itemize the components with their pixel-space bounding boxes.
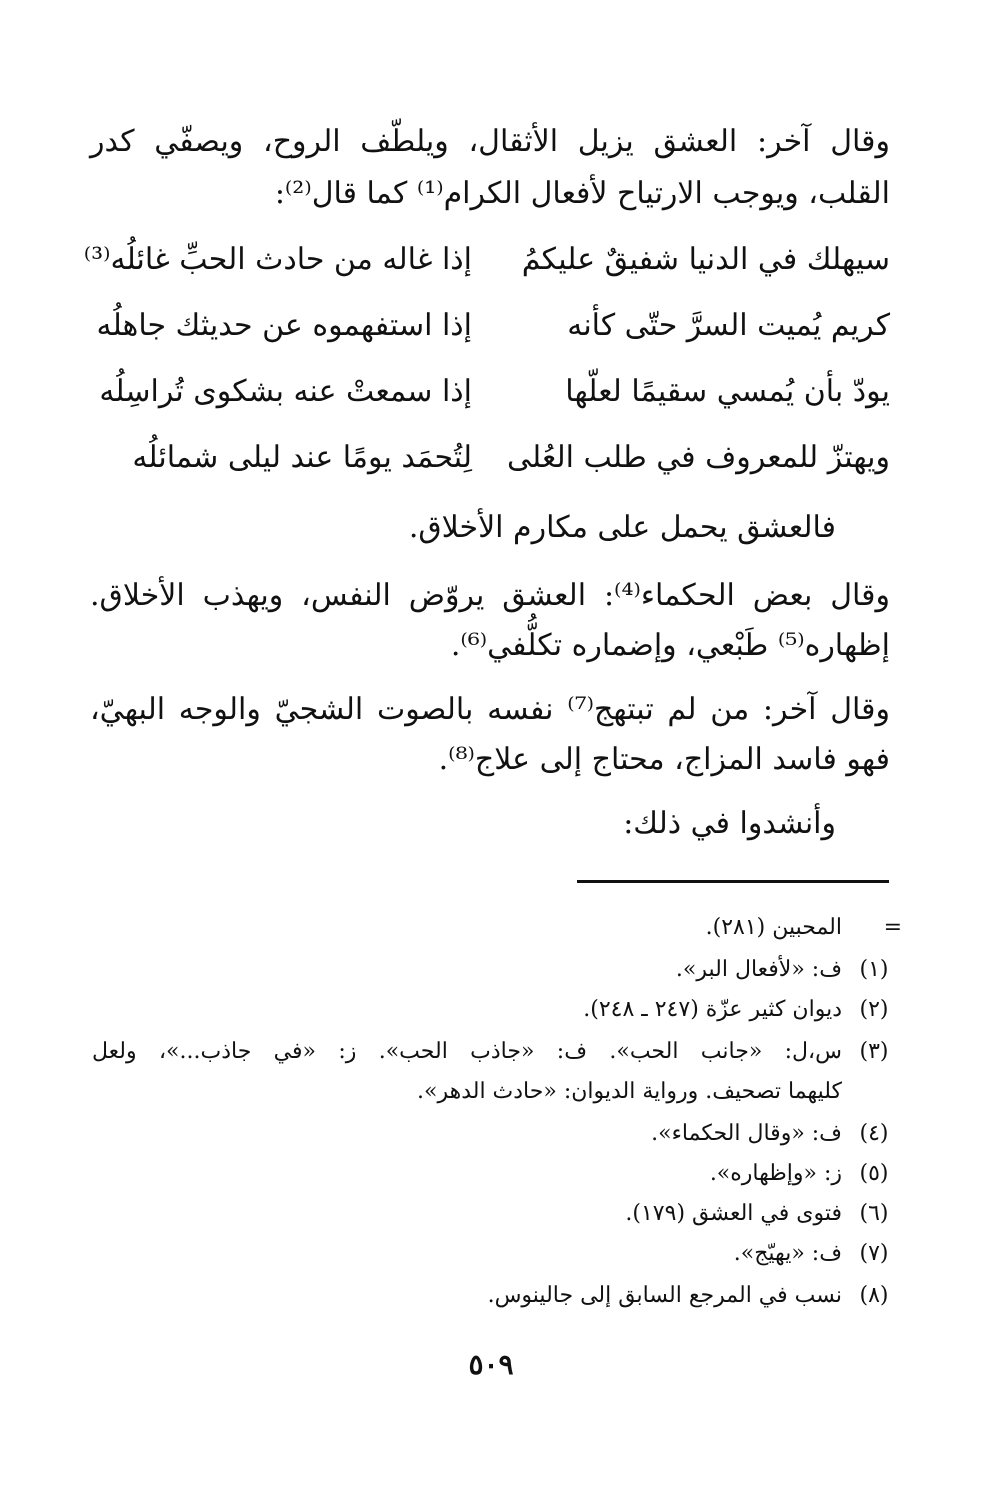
poem-first-hemistich: كريم يُميت السرَّ حتّى كأنه xyxy=(567,308,890,343)
poem-second-hemistich: إذا استفهموه عن حديثك جاهلُه xyxy=(96,308,472,343)
poem-first-hemistich: سيهلك في الدنيا شفيقٌ عليكمُ xyxy=(521,242,890,277)
poem-second-hemistich: إذا غاله من حادث الحبِّ غائلُه⁽³⁾ xyxy=(83,242,472,277)
paragraph-line: فالعشق يحمل على مكارم الأخلاق. xyxy=(408,510,836,545)
footnote-number: (٤) xyxy=(859,1121,889,1146)
footnote-number: (٧) xyxy=(859,1241,889,1266)
footnote-text: نسب في المرجع السابق إلى جالينوس. xyxy=(487,1283,842,1308)
footnote-text: فتوى في العشق (١٧٩). xyxy=(625,1201,842,1226)
paragraph-line: وقال آخر: من لم تبتهج⁽⁷⁾ نفسه بالصوت الشجيّ والوجه البهيّ، xyxy=(90,692,890,727)
footnote-number: (٨) xyxy=(859,1283,889,1308)
paragraph-line: إظهاره⁽⁵⁾ طَبْعي، وإضماره تكلُّفي⁽⁶⁾. xyxy=(450,628,890,663)
paragraph-line: وأنشدوا في ذلك: xyxy=(623,806,836,841)
footnote-number: (١) xyxy=(859,957,889,982)
poem-second-hemistich: لِتُحمَد يومًا عند ليلى شمائلُه xyxy=(132,440,472,475)
paragraph-line: القلب، ويوجب الارتياح لأفعال الكرام⁽¹⁾ كما قال⁽²⁾: xyxy=(274,176,890,211)
footnote-number: (٢) xyxy=(859,997,889,1022)
paragraph-line: فهو فاسد المزاج، محتاج إلى علاج⁽⁸⁾. xyxy=(438,742,890,777)
footnote-text: ف: «لأفعال البر». xyxy=(675,957,842,982)
footnote-separator xyxy=(577,880,889,883)
footnote-text: المحبين (٢٨١). xyxy=(705,915,842,940)
paragraph-line: وقال آخر: العشق يزيل الأثقال، ويلطّف الروح، ويصفّي كدر xyxy=(90,124,890,159)
footnote-text: ف: «وقال الحكماء». xyxy=(651,1121,842,1146)
footnote-text: ز: «وإظهاره». xyxy=(709,1161,842,1186)
footnote-number: (٣) xyxy=(859,1039,889,1064)
footnote-text: ف: «يهيّج». xyxy=(733,1241,842,1266)
footnote-text: س،ل: «جانب الحب». ف: «جاذب الحب». ز: «في جاذب...»، ولعل xyxy=(92,1039,842,1064)
footnote-number: (٦) xyxy=(859,1201,889,1226)
paragraph-line: وقال بعض الحكماء⁽⁴⁾: العشق يروّض النفس، ويهذب الأخلاق. xyxy=(90,578,891,613)
continuation-mark: = xyxy=(883,915,902,940)
poem-second-hemistich: إذا سمعتْ عنه بشكوى تُراسِلُه xyxy=(99,374,472,409)
page-number: ٥٠٩ xyxy=(468,1348,514,1381)
footnote-text: كليهما تصحيف. ورواية الديوان: «حادث الدهر». xyxy=(417,1079,842,1104)
poem-first-hemistich: يودّ بأن يُمسي سقيمًا لعلّها xyxy=(565,374,890,409)
footnote-text: ديوان كثير عزّة (٢٤٧ ـ ٢٤٨). xyxy=(583,997,842,1022)
footnote-number: (٥) xyxy=(859,1161,889,1186)
poem-first-hemistich: ويهتزّ للمعروف في طلب العُلى xyxy=(507,440,890,475)
